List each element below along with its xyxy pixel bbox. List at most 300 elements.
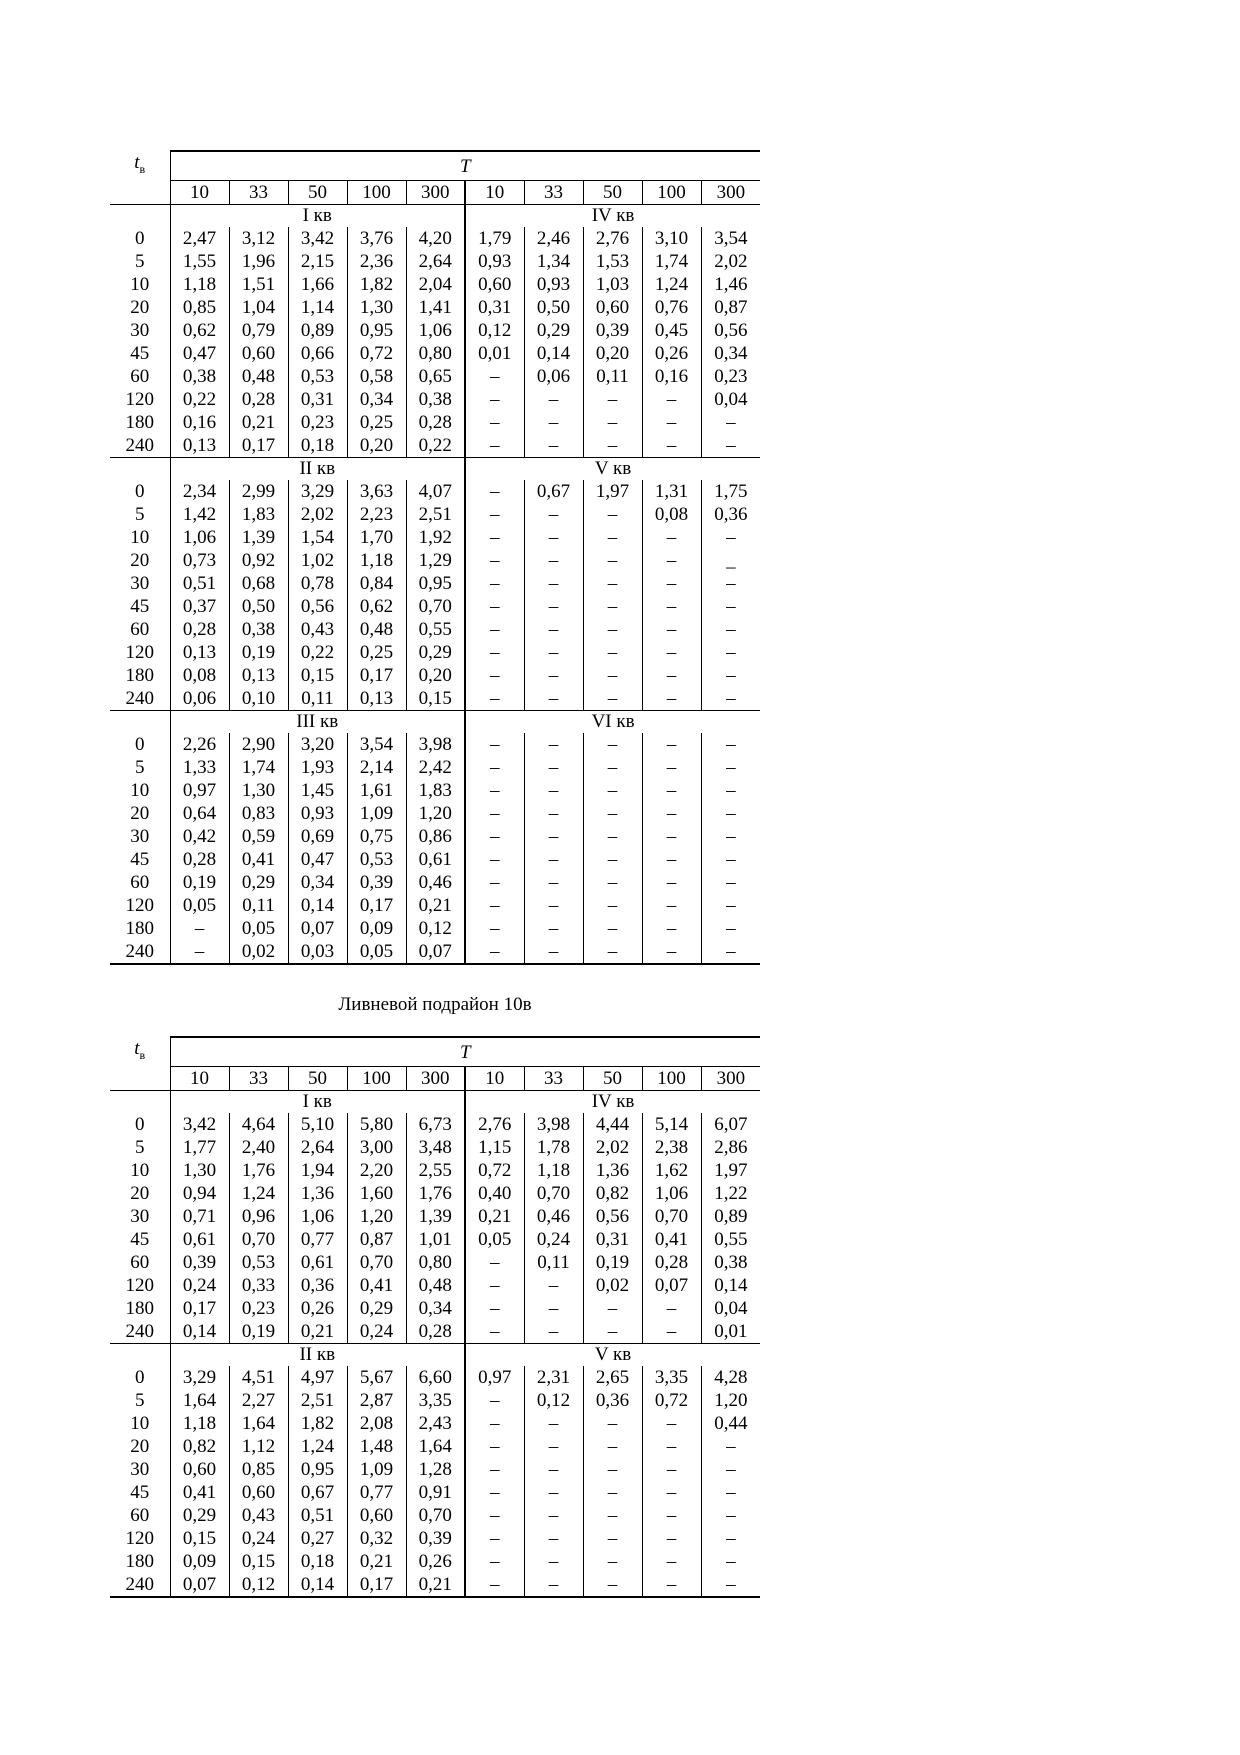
- table-row: [110, 1412, 760, 1435]
- table-row: [110, 1205, 760, 1228]
- value-cell: 2,51: [288, 1389, 347, 1412]
- value-cell: 3,42: [288, 227, 347, 250]
- quarter-label: III кв: [170, 711, 465, 734]
- value-cell: 2,51: [406, 503, 465, 526]
- value-cell: –: [642, 595, 701, 618]
- value-cell: 0,93: [524, 273, 583, 296]
- value-cell: 1,02: [288, 549, 347, 572]
- value-cell: 0,48: [229, 365, 288, 388]
- value-cell: 2,15: [288, 250, 347, 273]
- value-cell: –: [524, 572, 583, 595]
- value-cell: 4,28: [701, 1366, 760, 1389]
- value-cell: 1,45: [288, 779, 347, 802]
- value-cell: –: [524, 733, 583, 756]
- value-cell: –: [465, 503, 524, 526]
- value-cell: –: [583, 687, 642, 711]
- value-cell: 1,96: [229, 250, 288, 273]
- tv-value: 120: [125, 642, 154, 664]
- value-cell: 0,24: [524, 1228, 583, 1251]
- value-cell: –: [524, 1481, 583, 1504]
- value-cell: 0,39: [406, 1527, 465, 1550]
- value-cell: –: [465, 1573, 524, 1597]
- value-cell: 0,11: [583, 365, 642, 388]
- value-cell: –: [524, 388, 583, 411]
- value-cell: 3,29: [288, 480, 347, 503]
- value-cell: –: [465, 365, 524, 388]
- subregion-title: Ливневой подрайон 10в: [338, 994, 532, 1015]
- value-cell: 0,60: [347, 1504, 406, 1527]
- value-cell: –: [583, 940, 642, 964]
- value-cell: 0,21: [288, 1320, 347, 1344]
- value-cell: 0,89: [701, 1205, 760, 1228]
- tv-value: 5: [135, 504, 145, 526]
- value-cell: 1,53: [583, 250, 642, 273]
- value-cell: –: [524, 1297, 583, 1320]
- value-cell: –: [524, 618, 583, 641]
- value-cell: 4,20: [406, 227, 465, 250]
- value-cell: 0,95: [347, 319, 406, 342]
- tv-value: 5: [135, 251, 145, 273]
- value-cell: –: [701, 779, 760, 802]
- value-cell: 0,13: [229, 664, 288, 687]
- value-cell: 0,70: [406, 1504, 465, 1527]
- value-cell: 0,31: [288, 388, 347, 411]
- table-row: [110, 1320, 760, 1344]
- value-cell: 3,35: [642, 1366, 701, 1389]
- value-cell: 0,23: [701, 365, 760, 388]
- value-cell: 0,02: [583, 1274, 642, 1297]
- value-cell: –: [583, 526, 642, 549]
- quarter-label: IV кв: [465, 205, 760, 228]
- value-cell: –: [642, 733, 701, 756]
- value-cell: 0,72: [465, 1159, 524, 1182]
- value-cell: –: [465, 894, 524, 917]
- value-cell: –: [524, 595, 583, 618]
- value-cell: 0,24: [229, 1527, 288, 1550]
- value-cell: 1,14: [288, 296, 347, 319]
- value-cell: –: [583, 641, 642, 664]
- value-cell: 0,06: [170, 687, 229, 711]
- value-cell: –: [465, 779, 524, 802]
- table-row: [110, 1274, 760, 1297]
- value-cell: –: [701, 802, 760, 825]
- table-row: [110, 848, 760, 871]
- value-cell: 2,02: [701, 250, 760, 273]
- value-cell: 3,10: [642, 227, 701, 250]
- value-cell: 3,42: [170, 1113, 229, 1136]
- tv-subscript: в: [139, 161, 146, 176]
- period-cell: 33: [229, 181, 288, 205]
- value-cell: 0,44: [701, 1412, 760, 1435]
- value-cell: –: [583, 825, 642, 848]
- value-cell: 1,93: [288, 756, 347, 779]
- value-cell: 1,04: [229, 296, 288, 319]
- table-row: [110, 572, 760, 595]
- header-row: [110, 151, 760, 181]
- value-cell: 1,30: [347, 296, 406, 319]
- value-cell: 0,41: [170, 1481, 229, 1504]
- value-cell: –: [642, 1481, 701, 1504]
- value-cell: –: [524, 802, 583, 825]
- value-cell: 0,12: [465, 319, 524, 342]
- value-cell: 0,28: [642, 1251, 701, 1274]
- value-cell: 1,03: [583, 273, 642, 296]
- value-cell: 1,94: [288, 1159, 347, 1182]
- tv-value: 60: [130, 366, 150, 388]
- value-cell: 2,04: [406, 273, 465, 296]
- value-cell: –: [583, 779, 642, 802]
- value-cell: 1,18: [347, 549, 406, 572]
- value-cell: 0,28: [170, 618, 229, 641]
- value-cell: 2,65: [583, 1366, 642, 1389]
- table-row: [110, 825, 760, 848]
- value-cell: 3,54: [701, 227, 760, 250]
- value-cell: –: [642, 411, 701, 434]
- value-cell: –: [583, 1481, 642, 1504]
- period-cell: 100: [642, 181, 701, 205]
- value-cell: –: [701, 1458, 760, 1481]
- value-cell: –: [701, 618, 760, 641]
- value-cell: –: [465, 1412, 524, 1435]
- value-cell: 0,47: [288, 848, 347, 871]
- value-cell: –: [701, 411, 760, 434]
- value-cell: 0,46: [524, 1205, 583, 1228]
- value-cell: 1,15: [465, 1136, 524, 1159]
- table-row: [110, 1366, 760, 1389]
- value-cell: –: [583, 894, 642, 917]
- tv-symbol: [134, 152, 146, 176]
- table-row: [110, 1481, 760, 1504]
- table-row: [110, 1136, 760, 1159]
- value-cell: 1,41: [406, 296, 465, 319]
- tv-value: 10: [130, 1413, 150, 1435]
- value-cell: –: [642, 526, 701, 549]
- value-cell: 0,89: [288, 319, 347, 342]
- value-cell: –: [465, 940, 524, 964]
- quarter-label: II кв: [170, 458, 465, 481]
- value-cell: 0,97: [465, 1366, 524, 1389]
- value-cell: 3,12: [229, 227, 288, 250]
- value-cell: 0,26: [288, 1297, 347, 1320]
- tv-value: 20: [130, 1436, 150, 1458]
- value-cell: 1,36: [583, 1159, 642, 1182]
- value-cell: 0,14: [288, 894, 347, 917]
- value-cell: –: [524, 434, 583, 458]
- table-row: [110, 802, 760, 825]
- value-cell: 0,94: [170, 1182, 229, 1205]
- tv-value: 30: [130, 1206, 150, 1228]
- value-cell: 0,38: [170, 365, 229, 388]
- value-cell: –: [465, 1320, 524, 1344]
- value-cell: 0,55: [701, 1228, 760, 1251]
- tv-value: 10: [130, 274, 150, 296]
- value-cell: 5,67: [347, 1366, 406, 1389]
- value-cell: 0,60: [229, 342, 288, 365]
- period-header: T: [170, 151, 760, 181]
- tv-value: 180: [125, 412, 154, 434]
- table-row: [110, 365, 760, 388]
- value-cell: 0,51: [288, 1504, 347, 1527]
- table-row: [110, 1550, 760, 1573]
- value-cell: 0,17: [347, 664, 406, 687]
- value-cell: 0,80: [406, 1251, 465, 1274]
- value-cell: 0,95: [406, 572, 465, 595]
- value-cell: 0,36: [701, 503, 760, 526]
- table-row: [110, 526, 760, 549]
- value-cell: 0,72: [347, 342, 406, 365]
- value-cell: –: [642, 549, 701, 572]
- value-cell: 0,09: [347, 917, 406, 940]
- value-cell: 0,66: [288, 342, 347, 365]
- value-cell: 1,06: [642, 1182, 701, 1205]
- value-cell: –: [583, 848, 642, 871]
- value-cell: –: [524, 1320, 583, 1344]
- value-cell: 1,24: [642, 273, 701, 296]
- value-cell: 0,17: [347, 894, 406, 917]
- table-row: [110, 503, 760, 526]
- table-row: [110, 595, 760, 618]
- value-cell: 4,64: [229, 1113, 288, 1136]
- value-cell: 2,08: [347, 1412, 406, 1435]
- tv-value: 240: [110, 1573, 170, 1597]
- table-row: [110, 1527, 760, 1550]
- value-cell: 1,09: [347, 802, 406, 825]
- tv-value: 60: [130, 1505, 150, 1527]
- value-cell: –: [642, 802, 701, 825]
- value-cell: 0,24: [347, 1320, 406, 1344]
- value-cell: 1,61: [347, 779, 406, 802]
- value-cell: 0,38: [229, 618, 288, 641]
- value-cell: 0,91: [406, 1481, 465, 1504]
- value-cell: –: [701, 572, 760, 595]
- value-cell: –: [465, 871, 524, 894]
- value-cell: –: [465, 572, 524, 595]
- value-cell: 0,14: [701, 1274, 760, 1297]
- period-cell: 50: [288, 181, 347, 205]
- period-cell: 33: [524, 181, 583, 205]
- table-row: [110, 296, 760, 319]
- value-cell: 4,51: [229, 1366, 288, 1389]
- value-cell: 0,51: [170, 572, 229, 595]
- value-cell: –: [642, 664, 701, 687]
- table-row: [110, 227, 760, 250]
- value-cell: 0,29: [229, 871, 288, 894]
- tv-value: 240: [125, 435, 154, 457]
- value-cell: 3,48: [406, 1136, 465, 1159]
- tv-value: 45: [130, 1229, 150, 1251]
- value-cell: 0,93: [465, 250, 524, 273]
- value-cell: 0,72: [642, 1389, 701, 1412]
- value-cell: 1,82: [347, 273, 406, 296]
- tv-value: 10: [130, 527, 150, 549]
- period-cell: 300: [701, 181, 760, 205]
- value-cell: –: [524, 1435, 583, 1458]
- value-cell: –: [583, 595, 642, 618]
- value-cell: 0,12: [524, 1389, 583, 1412]
- table-row: [110, 779, 760, 802]
- value-cell: 0,04: [701, 388, 760, 411]
- value-cell: –: [642, 1573, 701, 1597]
- value-cell: 6,07: [701, 1113, 760, 1136]
- table-row: [110, 1228, 760, 1251]
- value-cell: –: [524, 894, 583, 917]
- value-cell: 0,36: [583, 1389, 642, 1412]
- value-cell: 0,08: [642, 503, 701, 526]
- tv-value: 180: [125, 1551, 154, 1573]
- period-cell: 50: [583, 181, 642, 205]
- value-cell: 0,23: [229, 1297, 288, 1320]
- value-cell: 0,05: [347, 940, 406, 964]
- value-cell: –: [465, 1527, 524, 1550]
- value-cell: –: [465, 549, 524, 572]
- value-cell: 0,70: [406, 595, 465, 618]
- value-cell: –: [701, 1573, 760, 1597]
- value-cell: –: [701, 434, 760, 458]
- value-cell: 0,61: [288, 1251, 347, 1274]
- value-cell: 1,48: [347, 1435, 406, 1458]
- value-cell: 3,29: [170, 1366, 229, 1389]
- period-cell: 300: [406, 1067, 465, 1091]
- value-cell: –: [524, 917, 583, 940]
- quarter-label: VI кв: [465, 711, 760, 734]
- tv-value: 30: [130, 826, 150, 848]
- value-cell: 0,25: [347, 641, 406, 664]
- value-cell: 3,54: [347, 733, 406, 756]
- value-cell: 1,24: [288, 1435, 347, 1458]
- value-cell: 0,42: [170, 825, 229, 848]
- value-cell: 2,36: [347, 250, 406, 273]
- value-cell: 3,98: [524, 1113, 583, 1136]
- value-cell: 0,95: [288, 1458, 347, 1481]
- value-cell: 1,39: [229, 526, 288, 549]
- table-row: [110, 1251, 760, 1274]
- value-cell: 0,53: [229, 1251, 288, 1274]
- value-cell: –: [524, 1274, 583, 1297]
- table-row: [110, 1159, 760, 1182]
- value-cell: 0,34: [288, 871, 347, 894]
- value-cell: 1,76: [406, 1182, 465, 1205]
- value-cell: 1,42: [170, 503, 229, 526]
- value-cell: 1,60: [347, 1182, 406, 1205]
- value-cell: –: [524, 1573, 583, 1597]
- value-cell: –: [583, 1320, 642, 1344]
- tv-header: [110, 151, 170, 181]
- value-cell: 2,86: [701, 1136, 760, 1159]
- value-cell: 0,39: [583, 319, 642, 342]
- value-cell: 0,15: [288, 664, 347, 687]
- value-cell: 0,20: [347, 434, 406, 458]
- period-cell: 50: [583, 1067, 642, 1091]
- value-cell: 0,36: [288, 1274, 347, 1297]
- value-cell: –: [642, 894, 701, 917]
- value-cell: 0,19: [583, 1251, 642, 1274]
- value-cell: 0,38: [701, 1251, 760, 1274]
- value-cell: –: [465, 802, 524, 825]
- value-cell: 1,20: [347, 1205, 406, 1228]
- value-cell: _: [701, 549, 760, 572]
- value-cell: –: [642, 1297, 701, 1320]
- tv-value: 30: [130, 1459, 150, 1481]
- value-cell: 0,17: [347, 1573, 406, 1597]
- value-cell: –: [524, 848, 583, 871]
- table-row: [110, 549, 760, 572]
- tv-value: 0: [135, 1367, 145, 1389]
- value-cell: 1,34: [524, 250, 583, 273]
- value-cell: 0,19: [229, 641, 288, 664]
- value-cell: 1,06: [170, 526, 229, 549]
- tv-value: 180: [125, 918, 154, 940]
- tv-value: 5: [135, 1137, 145, 1159]
- value-cell: 0,07: [170, 1573, 229, 1597]
- value-cell: 1,46: [701, 273, 760, 296]
- empty-cell: [110, 1344, 170, 1367]
- value-cell: –: [701, 1435, 760, 1458]
- value-cell: 1,97: [701, 1159, 760, 1182]
- value-cell: 2,38: [642, 1136, 701, 1159]
- tv-value: 45: [130, 343, 150, 365]
- tv-value: 60: [130, 619, 150, 641]
- quarter-label: II кв: [170, 1344, 465, 1367]
- tv-subscript: в: [139, 1047, 146, 1062]
- value-cell: –: [583, 917, 642, 940]
- value-cell: 0,14: [170, 1320, 229, 1344]
- value-cell: 2,76: [583, 227, 642, 250]
- value-cell: 0,80: [406, 342, 465, 365]
- table-row: [110, 250, 760, 273]
- value-cell: 0,03: [288, 940, 347, 964]
- value-cell: –: [701, 940, 760, 964]
- value-cell: –: [465, 848, 524, 871]
- value-cell: –: [465, 595, 524, 618]
- value-cell: 0,93: [288, 802, 347, 825]
- value-cell: –: [465, 1251, 524, 1274]
- tv-letter: t: [134, 1038, 140, 1059]
- value-cell: 0,77: [347, 1481, 406, 1504]
- table-row: [110, 480, 760, 503]
- value-cell: 0,21: [465, 1205, 524, 1228]
- value-cell: –: [701, 1504, 760, 1527]
- value-cell: 1,83: [229, 503, 288, 526]
- value-cell: –: [642, 848, 701, 871]
- value-cell: –: [583, 756, 642, 779]
- value-cell: 2,26: [170, 733, 229, 756]
- value-cell: 0,22: [288, 641, 347, 664]
- value-cell: 1,01: [406, 1228, 465, 1251]
- value-cell: –: [642, 940, 701, 964]
- value-cell: 0,85: [170, 296, 229, 319]
- period-cell: 33: [524, 1067, 583, 1091]
- value-cell: –: [524, 687, 583, 711]
- period-cell: 100: [642, 1067, 701, 1091]
- tv-value: 20: [130, 803, 150, 825]
- value-cell: 1,31: [642, 480, 701, 503]
- tv-value: 0: [135, 1114, 145, 1136]
- value-cell: 0,43: [229, 1504, 288, 1527]
- value-cell: –: [465, 664, 524, 687]
- tv-value: 120: [125, 895, 154, 917]
- value-cell: 0,60: [170, 1458, 229, 1481]
- value-cell: 0,70: [229, 1228, 288, 1251]
- value-cell: 0,86: [406, 825, 465, 848]
- value-cell: 0,05: [465, 1228, 524, 1251]
- value-cell: –: [642, 756, 701, 779]
- value-cell: –: [465, 388, 524, 411]
- value-cell: –: [583, 1297, 642, 1320]
- value-cell: 0,07: [642, 1274, 701, 1297]
- value-cell: –: [524, 940, 583, 964]
- value-cell: 0,05: [170, 894, 229, 917]
- value-cell: 1,28: [406, 1458, 465, 1481]
